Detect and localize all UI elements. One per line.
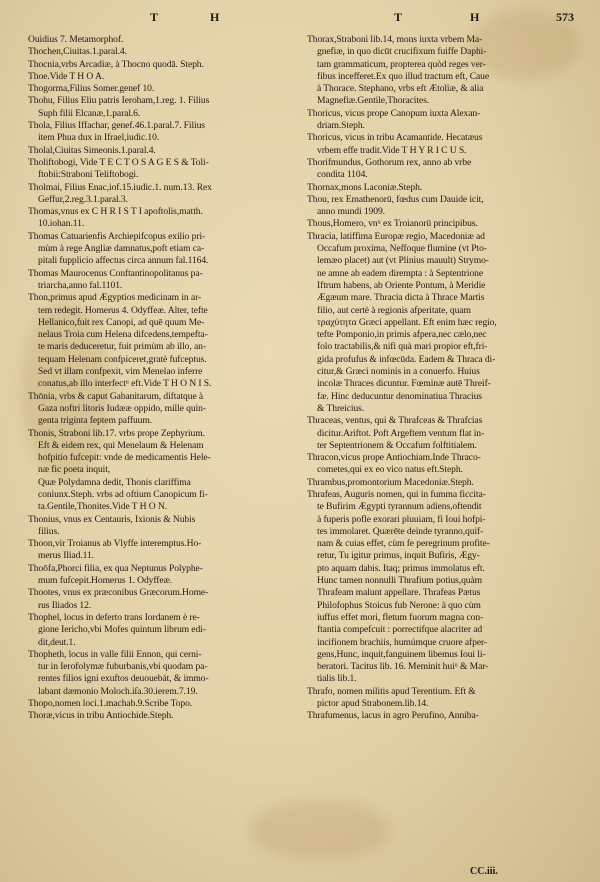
text-line: beratori. Tacitus lib. 16. Meminit huiᵘ & Mar-	[317, 661, 489, 673]
text-line: filius.	[38, 525, 60, 537]
text-line: Ouidius 7. Metamorphof.	[28, 34, 124, 45]
text-line: citur,& Græci nominis in a conuerfo. Huius	[317, 366, 480, 378]
text-line: merus Iliad.11.	[38, 550, 94, 562]
text-line: Thrafeas, Auguris nomen, qui in fumma ficcita-	[307, 488, 486, 500]
text-line: tam grammaticum, propterea quòd reges ver-	[317, 58, 486, 70]
text-line: Thonis, Straboni lib.17. vrbs prope Zephyrium.	[28, 427, 205, 439]
text-line: te Bufirim Ægypti tyrannum adiens,oftendit	[317, 501, 482, 513]
text-line: incifionem brachiis, humúmque cruore afper-	[317, 636, 487, 648]
text-line: Thracia, latiffima Europæ regio, Macedoniæ ad	[307, 230, 485, 242]
page-stain	[250, 800, 390, 860]
text-line: Thrafo, nomen militis apud Terentium. Eft &	[307, 685, 476, 697]
text-line: Thopheth, locus in valle filii Ennon, qui cerni-	[28, 648, 202, 660]
text-line: cometes,qui ex eo vico natus eft.Steph.	[317, 464, 463, 476]
text-line: Magnefiæ.Gentile,Thoracites.	[317, 95, 430, 107]
text-line: à fuperis pofle exorari pluuiam, fi Ioui hofpi-	[317, 513, 486, 525]
text-line: condita 1104.	[317, 169, 368, 181]
text-line: fibus incefferet.Ex quo illud tractum eft, Caue	[317, 70, 490, 82]
text-line: Quæ Polydamna dedit, Thonis clariffima	[38, 476, 191, 488]
text-line: Thomas Maurocenus Conftantinopolitanus pa-	[28, 267, 203, 279]
text-line: labant dæmonio Moloch.iſa.30.ierem.7.19.	[38, 685, 198, 697]
text-line: Sed vt illam confpexit, vim Menelao inferre	[38, 366, 203, 378]
text-line: tur in Ierofolymæ fuburbanis,vbi quodam pa-	[38, 661, 208, 673]
text-line: folo tractabilis,& nifi quà mari propior eft,fri-	[317, 341, 488, 353]
text-line: Hunc tamen nonnulli Thrafium potius,quàm	[317, 575, 483, 587]
text-line: nam & cuias effet, cùm fe peregrinum profite-	[317, 538, 490, 550]
text-line: retur, Tu igitur primus, inquit Bufiris, Ægy-	[317, 550, 480, 562]
text-line: item Phua dux in Ifrael,iudic.10.	[38, 132, 160, 144]
text-line: ne amne ab eadem dirempta : à Septentrione	[317, 267, 484, 279]
left-text-column	[28, 34, 296, 723]
text-line: ter Septentrionem & Occafum folftitialem.	[317, 439, 477, 451]
text-line: ftantia compefcuit : porrectifque alacriter ad	[317, 624, 483, 636]
header-left-letter-1: T	[150, 10, 159, 24]
signature-mark: CC.iii.	[470, 866, 498, 877]
text-line: Thochen,Ciuitas.1.paral.4.	[28, 46, 127, 58]
text-line: Thoe.Vide T H O A.	[28, 70, 105, 82]
text-line: Tholmai, Filius Enac,iof.15.iudic.1. num.13. Rex	[28, 181, 212, 193]
text-line: filio, aut certè à regionis afperitate, quam	[317, 304, 471, 316]
text-line: ta.Gentile,Thonites.Vide T H O N.	[38, 501, 167, 513]
text-line: tequam Helenam confpiceret,gratè fufceptus.	[38, 353, 207, 365]
text-line: 10.iohan.11.	[38, 218, 85, 230]
text-line: Thomas Catuarienfis Archiepifcopus exilio pri-	[28, 230, 206, 242]
text-line: hofpitio fufcepit: vnde de medicamentis Hele-	[38, 452, 211, 464]
text-line: Thou, rex Emathenorū, fœdus cum Dauide icit,	[307, 193, 484, 205]
text-line: incolæ Thraces dicuntur. Fœminæ autē Threif-	[317, 378, 491, 390]
text-line: Thrambus,promontorium Macedoniæ.Steph.	[307, 476, 474, 488]
text-line: Thorifmundus, Gothorum rex, anno ab vrbe	[307, 156, 472, 168]
text-line: gens,Hunc, inquit,fanguinem libemus Ioui li-	[317, 648, 486, 660]
text-line: Thous,Homero, vnᵘ ex Troianorū principibus.	[307, 218, 478, 230]
text-line: triarcha,anno fal.1101.	[38, 279, 123, 291]
text-line: Thophel, locus in deferto trans Iordanem è re-	[28, 611, 200, 623]
text-line: Thraceas, ventus, qui & Thrafceas & Thrafcias	[307, 415, 483, 427]
text-line: Thrafumenus, lacus in agro Perufino, Anniba-	[307, 710, 479, 722]
text-line: Thōnia, vrbs & caput Gabanitarum, diftatque à	[28, 390, 204, 402]
text-line: Thornax,mons Laconiæ.Steph.	[307, 181, 423, 193]
text-line: Thohu, Filius Eliu patris Ieroham,1.reg. 1. Filius	[28, 95, 210, 107]
text-line: mùm à rege Angliæ damnatus,poft etiam ca-	[38, 243, 205, 255]
text-line: Thorax,Straboni lib.14, mons iuxta vrbem Ma-	[307, 34, 483, 45]
header-left-letter-2: H	[210, 10, 220, 24]
text-line: rus Iliados 12.	[38, 599, 92, 611]
text-line: gida profufus & infœcūda. Eadem & Thraca di-	[317, 353, 496, 365]
text-line: Thoricus, vicus in tribu Acamantide. Hecatæus	[307, 132, 483, 144]
text-line: Tholal,Ciuitas Simeonis.1.paral.4.	[28, 144, 156, 156]
text-line: pitali fupplicio affectus circa annum fal.1164.	[38, 255, 209, 267]
text-line: ftobii:Straboni Teliftobogi.	[38, 169, 139, 181]
page-number: 573	[556, 10, 574, 24]
text-line: Philofophus Stoicus fub Nerone: à quo cùm	[317, 599, 481, 611]
text-line: Thrafeam malunt appellare. Thrafeas Pætus	[317, 587, 481, 599]
text-line: Thocnia,vrbs Arcadiæ, à Thocno quodā. Steph.	[28, 58, 204, 70]
text-line: fæ. Hinc deducuntur denominatiua Thracius	[317, 390, 482, 402]
text-line: Thoræ,vicus in tribu Antiochide.Steph.	[28, 710, 174, 722]
text-line: pto aquam dabis. Itaq; primus immolatus eft.	[317, 562, 485, 574]
text-line: Gaza noftri litoris Iudææ oppido, mille quin-	[38, 402, 206, 414]
text-line: tialis lib.1.	[317, 673, 357, 685]
header-right-letter-2: H	[470, 10, 480, 24]
text-line: à Thorace. Stephano, vrbs eft Ætoliæ, & alia	[317, 83, 484, 95]
text-line: & Threicius.	[317, 402, 365, 414]
text-line: Ægæum mare. Thracia dicta à Thrace Martis	[317, 292, 485, 304]
text-line: Thoōfa,Phorci filia, ex qua Neptunus Polyphe-	[28, 562, 203, 574]
right-text-column	[307, 34, 579, 723]
text-line: Thopo,nomen loci.1.machab.9.Scribe Topo.	[28, 698, 193, 710]
text-line: Thoricus, vicus prope Canopum iuxta Alexan-	[307, 107, 481, 119]
text-line: Occafum proxima, Neffoque flumine (vt Pto-	[317, 243, 487, 255]
text-line: coniunx.Steph. vrbs ad oftium Canopicum fi-	[38, 488, 208, 500]
text-line: Thoon,vir Troianus ab Vlyffe interemptus.Ho-	[28, 538, 202, 550]
text-line: Tholiftobogi, Vide T E C T O S A G E S & Toli-	[28, 156, 209, 168]
text-line: rentes filios igni exuftos deuouebát, & immo-	[38, 673, 209, 685]
text-line: gnefiæ, in quo dicūt crucifixum fuiffe Daphi-	[317, 46, 487, 58]
text-line: τραχύτητα Græci appellant. Eft enim hæc regio,	[317, 316, 497, 328]
text-line: tem redegit. Homerus 4. Odyffeæ. Alter, tefte	[38, 304, 208, 316]
text-line: Thomas,vnus ex C H R I S T I apoftolis,matth.	[28, 206, 203, 218]
text-line: dicitur.Ariftot. Poft Argeftem ventum flat in-	[317, 427, 485, 439]
text-line: Thogorma,Filius Somer.genef 10.	[28, 83, 155, 95]
text-line: tes immolaret. Quærēte deinde tyranno,quif-	[317, 525, 484, 537]
text-line: Geffur,2.reg.3.1.paral.3.	[38, 193, 128, 205]
running-header	[0, 10, 600, 30]
text-line: tefte Pomponio,in primis afpera,nec cælo,nec	[317, 329, 487, 341]
text-line: lemæo placet) aut (vt Plinius mauult) Strymo-	[317, 255, 489, 267]
text-line: driam.Steph.	[317, 120, 365, 132]
text-line: Suph filii Elcanæ,1.paral.6.	[38, 107, 141, 119]
text-line: Thracon,vicus prope Antiochiam.Inde Thraco-	[307, 452, 481, 464]
text-line: Hellanico,fuit rex Canopi, ad quē quum Me-	[38, 316, 205, 328]
text-line: Thootes, vnus ex præconibus Græcorum.Home-	[28, 587, 209, 599]
text-line: Thonius, vnus ex Centauris, Ixionis & Nubis	[28, 513, 196, 525]
text-line: vrbem effe tradit.Vide T H Y R I C U S.	[317, 144, 467, 156]
text-line: genta triginta feptem paffuum.	[38, 415, 153, 427]
text-line: pictor apud Strabonem.lib.14.	[317, 698, 429, 710]
text-line: gione Iericho,vbi Mofes quintum librum edi-	[38, 624, 206, 636]
text-line: iuffus effet mori, fletum fuorum magna con-	[317, 611, 484, 623]
header-right-letter-1: T	[394, 10, 403, 24]
text-line: conatus,ab illo interfectᵘ eft.Vide T H O N I S.	[38, 378, 212, 390]
text-line: dit,deut.1.	[38, 636, 76, 648]
text-line: næ fic poeta inquit,	[38, 464, 111, 476]
text-line: Thola, Filius Iffachar, genef.46.1.paral.7. Filius	[28, 120, 205, 132]
text-line: te maris deduceretur, fuit primùm ab illo, an-	[38, 341, 206, 353]
text-line: Eft & eidem rex, qui Menelaum & Helenam	[38, 439, 204, 451]
text-line: Thon,primus apud Ægyptios medicinam in ar-	[28, 292, 202, 304]
text-line: mum fufcepit.Homerus 1. Odyffeæ.	[38, 575, 173, 587]
text-line: nelaus Troia cum Helena difcedens,tempefta-	[38, 329, 208, 341]
text-line: anno mundi 1909.	[317, 206, 385, 218]
text-line: Iftrum habens, ab Oriente Pontum, à Meridie	[317, 279, 486, 291]
